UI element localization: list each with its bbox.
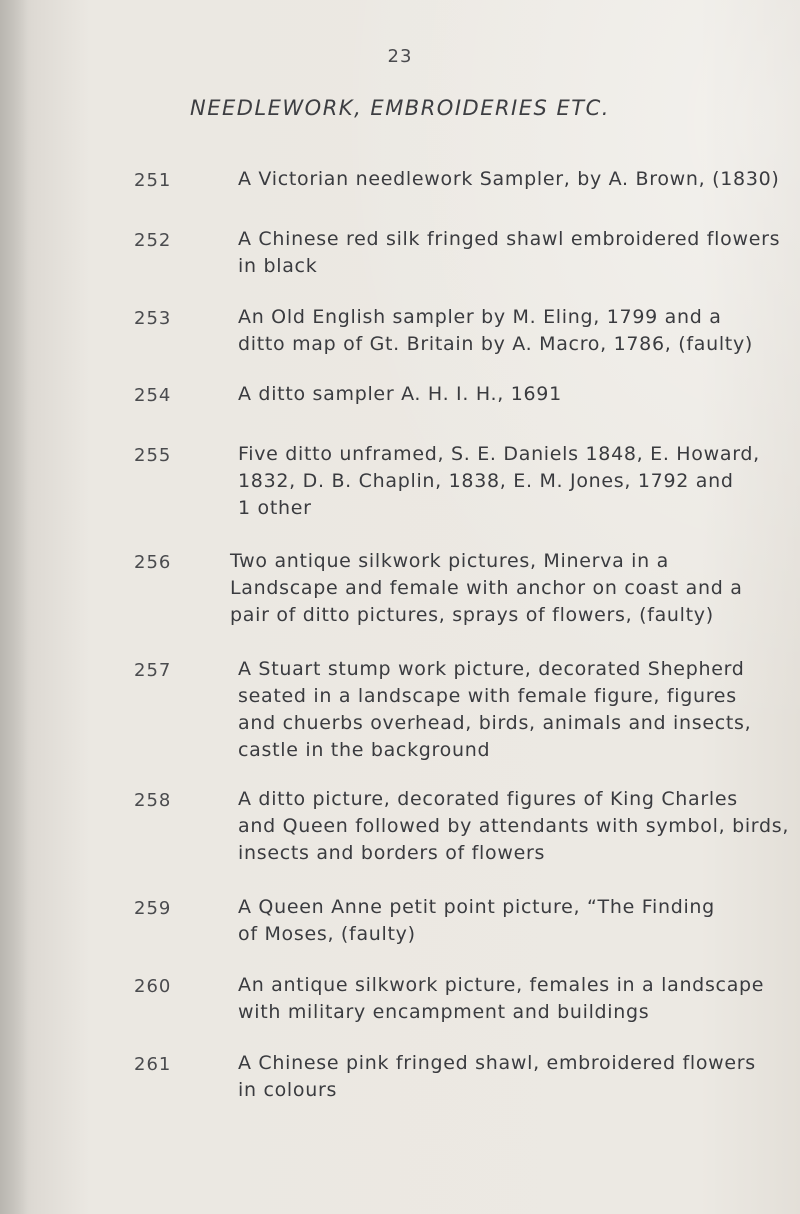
lot-description: A Victorian needlework Sampler, by A. Brown, (1830) xyxy=(238,168,780,190)
lot-description: A ditto picture, decorated figures of King Charles and Queen followed by attendants with symbol, birds, insects and borders of flowers xyxy=(238,788,790,864)
section-heading: NEEDLEWORK, EMBROIDERIES ETC. xyxy=(190,96,610,120)
lot-description: A Chinese pink fringed shawl, embroidered flowers in colours xyxy=(238,1052,756,1101)
lot-description: Two antique silkwork pictures, Minerva in a Landscape and female with anchor on coast and a pair of ditto pictures, sprays of flowers, (faulty) xyxy=(230,550,743,626)
lot-number: 261 xyxy=(134,1054,172,1075)
lot-number: 254 xyxy=(134,385,172,406)
lot-number: 258 xyxy=(134,790,172,811)
lot-description: An antique silkwork picture, females in a landscape with military encampment and buildings xyxy=(238,974,765,1023)
lot-number: 260 xyxy=(134,976,172,997)
lot-number: 257 xyxy=(134,660,172,681)
lot-description: A Stuart stump work picture, decorated Shepherd seated in a landscape with female figure, figures and chuerbs overhead, birds, animals and insects, castle in the background xyxy=(238,658,752,761)
lot-number: 255 xyxy=(134,445,172,466)
page-edge-shadow xyxy=(0,0,28,1214)
lot-number: 251 xyxy=(134,170,172,191)
lot-description: Five ditto unframed, S. E. Daniels 1848, E. Howard, 1832, D. B. Chaplin, 1838, E. M. Jones, 1792 and 1 other xyxy=(238,443,760,519)
lot-description: A ditto sampler A. H. I. H., 1691 xyxy=(238,383,562,405)
lot-description: A Queen Anne petit point picture, “The Finding of Moses, (faulty) xyxy=(238,896,715,945)
lot-number: 259 xyxy=(134,898,172,919)
page-number: 23 xyxy=(387,46,413,67)
lot-description: An Old English sampler by M. Eling, 1799 and a ditto map of Gt. Britain by A. Macro, 1786, (faulty) xyxy=(238,306,754,355)
lot-description: A Chinese red silk fringed shawl embroidered flowers in black xyxy=(238,228,781,277)
lot-number: 252 xyxy=(134,230,172,251)
lot-number: 253 xyxy=(134,308,172,329)
lot-number: 256 xyxy=(134,552,172,573)
